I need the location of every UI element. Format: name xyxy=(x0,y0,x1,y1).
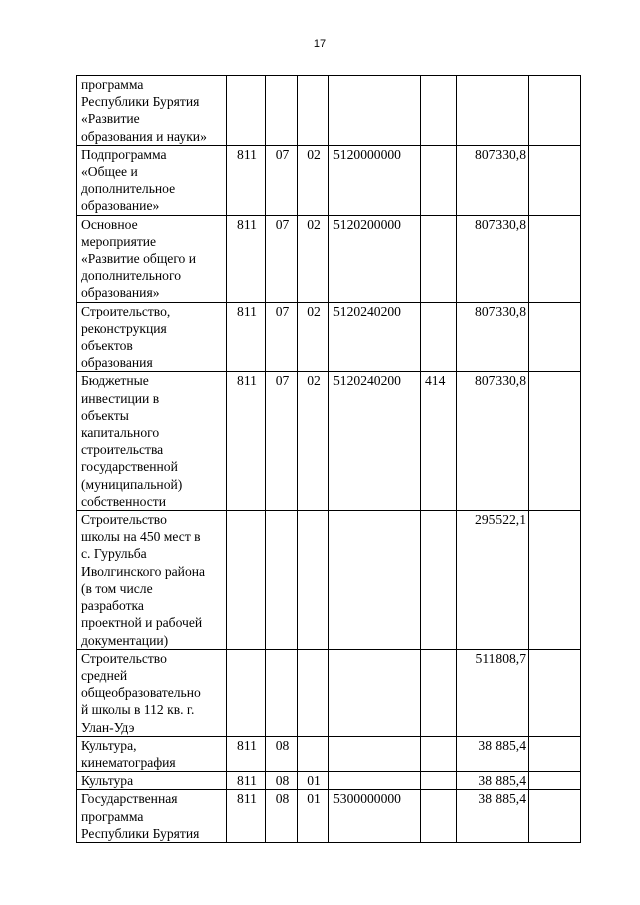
section-code-cell: 07 xyxy=(266,372,298,511)
expense-type-cell xyxy=(421,215,457,302)
ministry-code-cell: 811 xyxy=(227,302,266,372)
empty-cell xyxy=(529,145,581,215)
table-row xyxy=(77,511,581,650)
table-row xyxy=(77,145,581,215)
subsection-code-cell: 01 xyxy=(298,772,329,790)
expense-type-cell xyxy=(421,302,457,372)
section-code-cell: 07 xyxy=(266,145,298,215)
section-code-cell xyxy=(266,649,298,736)
target-article-cell: 5300000000 xyxy=(329,790,421,843)
target-article-cell xyxy=(329,76,421,146)
ministry-code-cell: 811 xyxy=(227,772,266,790)
budget-table xyxy=(76,75,581,843)
expense-type-cell xyxy=(421,649,457,736)
amount-cell: 38 885,4 xyxy=(457,736,529,771)
expense-type-cell xyxy=(421,790,457,843)
empty-cell xyxy=(529,372,581,511)
target-article-cell: 5120200000 xyxy=(329,215,421,302)
subsection-code-cell xyxy=(298,76,329,146)
section-code-cell: 07 xyxy=(266,215,298,302)
section-code-cell: 08 xyxy=(266,736,298,771)
target-article-cell: 5120240200 xyxy=(329,372,421,511)
table-row xyxy=(77,736,581,771)
item-name-cell: Подпрограмма «Общее и дополнительное образование» xyxy=(77,145,227,215)
target-article-cell xyxy=(329,736,421,771)
expense-type-cell xyxy=(421,772,457,790)
empty-cell xyxy=(529,302,581,372)
table-row xyxy=(77,790,581,843)
expense-type-cell xyxy=(421,76,457,146)
subsection-code-cell: 02 xyxy=(298,372,329,511)
item-name-cell: Строительство, реконструкция объектов образования xyxy=(77,302,227,372)
item-name-cell: Строительство средней общеобразовательно й школы в 112 кв. г. Улан-Удэ xyxy=(77,649,227,736)
page-number: 17 xyxy=(313,38,327,50)
target-article-cell: 5120000000 xyxy=(329,145,421,215)
amount-cell: 511808,7 xyxy=(457,649,529,736)
item-name-cell: Культура, кинематография xyxy=(77,736,227,771)
item-name-cell: Строительство школы на 450 мест в с. Гурульба Иволгинского района (в том числе разработка проектной и рабочей документации) xyxy=(77,511,227,650)
section-code-cell: 08 xyxy=(266,772,298,790)
expense-type-cell xyxy=(421,736,457,771)
ministry-code-cell xyxy=(227,511,266,650)
target-article-cell xyxy=(329,649,421,736)
empty-cell xyxy=(529,215,581,302)
ministry-code-cell: 811 xyxy=(227,790,266,843)
empty-cell xyxy=(529,772,581,790)
subsection-code-cell: 02 xyxy=(298,302,329,372)
ministry-code-cell xyxy=(227,76,266,146)
section-code-cell xyxy=(266,76,298,146)
ministry-code-cell: 811 xyxy=(227,145,266,215)
empty-cell xyxy=(529,76,581,146)
item-name-cell: Основное мероприятие «Развитие общего и дополнительного образования» xyxy=(77,215,227,302)
section-code-cell: 08 xyxy=(266,790,298,843)
item-name-cell: программа Республики Бурятия «Развитие образования и науки» xyxy=(77,76,227,146)
amount-cell: 38 885,4 xyxy=(457,790,529,843)
amount-cell: 38 885,4 xyxy=(457,772,529,790)
empty-cell xyxy=(529,649,581,736)
amount-cell: 807330,8 xyxy=(457,302,529,372)
empty-cell xyxy=(529,511,581,650)
amount-cell xyxy=(457,76,529,146)
subsection-code-cell: 02 xyxy=(298,145,329,215)
subsection-code-cell: 01 xyxy=(298,790,329,843)
table-row xyxy=(77,772,581,790)
ministry-code-cell: 811 xyxy=(227,736,266,771)
item-name-cell: Государственная программа Республики Бурятия xyxy=(77,790,227,843)
table-row xyxy=(77,215,581,302)
ministry-code-cell: 811 xyxy=(227,215,266,302)
section-code-cell xyxy=(266,511,298,650)
subsection-code-cell xyxy=(298,649,329,736)
item-name-cell: Культура xyxy=(77,772,227,790)
ministry-code-cell xyxy=(227,649,266,736)
table-row xyxy=(77,76,581,146)
subsection-code-cell xyxy=(298,511,329,650)
table-row xyxy=(77,649,581,736)
empty-cell xyxy=(529,736,581,771)
expense-type-cell xyxy=(421,145,457,215)
item-name-cell: Бюджетные инвестиции в объекты капитального строительства государственной (муниципальной) собственности xyxy=(77,372,227,511)
empty-cell xyxy=(529,790,581,843)
amount-cell: 295522,1 xyxy=(457,511,529,650)
table-row xyxy=(77,302,581,372)
subsection-code-cell xyxy=(298,736,329,771)
table-row xyxy=(77,372,581,511)
ministry-code-cell: 811 xyxy=(227,372,266,511)
section-code-cell: 07 xyxy=(266,302,298,372)
subsection-code-cell: 02 xyxy=(298,215,329,302)
amount-cell: 807330,8 xyxy=(457,145,529,215)
amount-cell: 807330,8 xyxy=(457,215,529,302)
expense-type-cell xyxy=(421,511,457,650)
expense-type-cell: 414 xyxy=(421,372,457,511)
amount-cell: 807330,8 xyxy=(457,372,529,511)
target-article-cell: 5120240200 xyxy=(329,302,421,372)
target-article-cell xyxy=(329,772,421,790)
target-article-cell xyxy=(329,511,421,650)
